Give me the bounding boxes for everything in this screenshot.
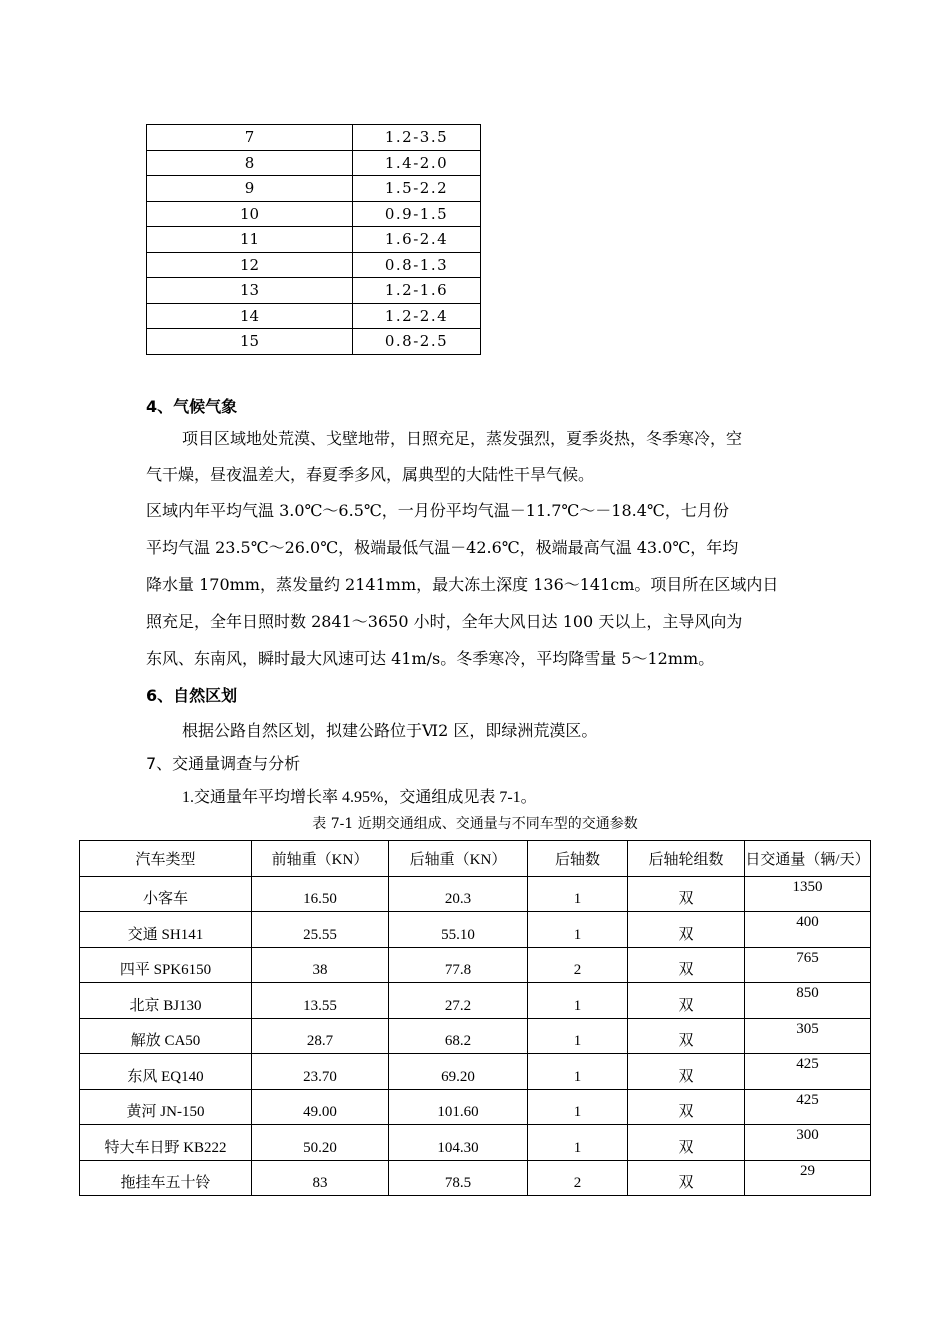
row-id-cell: 14	[147, 303, 353, 329]
front-axle-cell: 28.7	[252, 1018, 389, 1054]
table-row	[147, 201, 481, 227]
front-axle-cell: 25.55	[252, 912, 389, 948]
daily-traffic-cell: 305	[745, 1018, 871, 1054]
table-row	[80, 912, 871, 948]
front-axle-cell: 13.55	[252, 983, 389, 1019]
wheel-groups-cell: 双	[628, 1160, 745, 1196]
vehicle-type-cell: 特大车日野 KB222	[80, 1125, 252, 1161]
rear-axle-count-cell: 1	[528, 1054, 628, 1090]
daily-traffic-cell: 425	[745, 1089, 871, 1125]
rear-axle-cell: 20.3	[389, 876, 528, 912]
wheel-groups-cell: 双	[628, 947, 745, 983]
table-row	[80, 876, 871, 912]
section-4-para1-line1: 项目区域地处荒漠、戈壁地带，日照充足，蒸发强烈，夏季炎热，冬季寒冷，空	[182, 429, 743, 448]
header-front-axle: 前轴重（KN）	[252, 841, 389, 877]
rear-axle-cell: 77.8	[389, 947, 528, 983]
vehicle-type-cell: 黄河 JN-150	[80, 1089, 252, 1125]
wheel-groups-cell: 双	[628, 876, 745, 912]
rear-axle-count-cell: 1	[528, 1125, 628, 1161]
wheel-groups-cell: 双	[628, 1018, 745, 1054]
rear-axle-count-cell: 1	[528, 983, 628, 1019]
daily-traffic-cell: 850	[745, 983, 871, 1019]
row-value-cell: 1.2-1.6	[353, 278, 481, 304]
front-axle-cell: 49.00	[252, 1089, 389, 1125]
row-value-cell: 1.6-2.4	[353, 227, 481, 253]
table-row	[80, 983, 871, 1019]
section-7-heading: 7、交通量调查与分析	[146, 754, 301, 773]
rear-axle-count-cell: 2	[528, 947, 628, 983]
front-axle-cell: 50.20	[252, 1125, 389, 1161]
header-vehicle-type: 汽车类型	[80, 841, 252, 877]
small-range-table	[146, 124, 481, 355]
daily-traffic-cell: 400	[745, 912, 871, 948]
rear-axle-cell: 68.2	[389, 1018, 528, 1054]
table-row	[80, 1160, 871, 1196]
table-row	[147, 227, 481, 253]
daily-traffic-cell: 300	[745, 1125, 871, 1161]
daily-traffic-cell: 765	[745, 947, 871, 983]
row-id-cell: 12	[147, 252, 353, 278]
vehicle-type-cell: 小客车	[80, 876, 252, 912]
table-row	[80, 1125, 871, 1161]
table-row	[80, 1089, 871, 1125]
row-id-cell: 9	[147, 176, 353, 202]
table-row	[147, 278, 481, 304]
section-6-text: 根据公路自然区划，拟建公路位于Ⅵ2 区，即绿洲荒漠区。	[182, 721, 598, 740]
table-row	[147, 176, 481, 202]
row-id-cell: 10	[147, 201, 353, 227]
wheel-groups-cell: 双	[628, 1089, 745, 1125]
section-4-line: 东风、东南风，瞬时最大风速可达 41m/s。冬季寒冷，平均降雪量 5～12mm。	[146, 649, 715, 668]
vehicle-type-cell: 解放 CA50	[80, 1018, 252, 1054]
table-row	[80, 1018, 871, 1054]
header-rear-axle: 后轴重（KN）	[389, 841, 528, 877]
rear-axle-count-cell: 1	[528, 1018, 628, 1054]
section-6-heading: 6、自然区划	[146, 686, 238, 705]
table-row	[80, 1054, 871, 1090]
table-caption: 表 7-1 近期交通组成、交通量与不同车型的交通参数	[312, 816, 638, 832]
front-axle-cell: 38	[252, 947, 389, 983]
section-4-line: 降水量 170mm，蒸发量约 2141mm，最大冻土深度 136～141cm。项目所在区域内日	[146, 575, 779, 594]
section-4-line: 照充足，全年日照时数 2841～3650 小时，全年大风日达 100 天以上，主导风向为	[146, 612, 743, 631]
row-value-cell: 1.5-2.2	[353, 176, 481, 202]
header-rear-axle-count: 后轴数	[528, 841, 628, 877]
wheel-groups-cell: 双	[628, 912, 745, 948]
rear-axle-cell: 69.20	[389, 1054, 528, 1090]
section-4-line: 区域内年平均气温 3.0℃～6.5℃，一月份平均气温－11.7℃～－18.4℃，七月份	[146, 501, 729, 520]
table-row	[147, 252, 481, 278]
vehicle-type-cell: 四平 SPK6150	[80, 947, 252, 983]
wheel-groups-cell: 双	[628, 983, 745, 1019]
row-id-cell: 7	[147, 125, 353, 151]
header-wheel-groups: 后轴轮组数	[628, 841, 745, 877]
vehicle-type-cell: 拖挂车五十铃	[80, 1160, 252, 1196]
section-4-heading: 4、气候气象	[146, 397, 238, 416]
traffic-table	[79, 840, 871, 1196]
wheel-groups-cell: 双	[628, 1125, 745, 1161]
table-row	[147, 303, 481, 329]
rear-axle-cell: 27.2	[389, 983, 528, 1019]
vehicle-type-cell: 东风 EQ140	[80, 1054, 252, 1090]
wheel-groups-cell: 双	[628, 1054, 745, 1090]
section-4-line: 平均气温 23.5℃～26.0℃，极端最低气温－42.6℃，极端最高气温 43.0℃，年均	[146, 538, 739, 557]
table-header-row	[80, 841, 871, 877]
vehicle-type-cell: 交通 SH141	[80, 912, 252, 948]
daily-traffic-cell: 29	[745, 1160, 871, 1196]
front-axle-cell: 16.50	[252, 876, 389, 912]
rear-axle-cell: 104.30	[389, 1125, 528, 1161]
row-value-cell: 0.8-2.5	[353, 329, 481, 355]
row-id-cell: 11	[147, 227, 353, 253]
row-id-cell: 8	[147, 150, 353, 176]
rear-axle-count-cell: 1	[528, 1089, 628, 1125]
rear-axle-cell: 55.10	[389, 912, 528, 948]
row-value-cell: 0.8-1.3	[353, 252, 481, 278]
row-id-cell: 15	[147, 329, 353, 355]
table-row	[147, 125, 481, 151]
row-value-cell: 1.2-2.4	[353, 303, 481, 329]
rear-axle-count-cell: 1	[528, 912, 628, 948]
rear-axle-count-cell: 2	[528, 1160, 628, 1196]
row-id-cell: 13	[147, 278, 353, 304]
section-7-text: 1.交通量年平均增长率 4.95%，交通组成见表 7-1。	[182, 789, 537, 806]
table-row	[147, 329, 481, 355]
table-row	[147, 150, 481, 176]
daily-traffic-cell: 425	[745, 1054, 871, 1090]
row-value-cell: 0.9-1.5	[353, 201, 481, 227]
row-value-cell: 1.2-3.5	[353, 125, 481, 151]
row-value-cell: 1.4-2.0	[353, 150, 481, 176]
section-4-para1-line2: 气干燥，昼夜温差大，春夏季多风，属典型的大陆性干旱气候。	[146, 465, 595, 484]
front-axle-cell: 23.70	[252, 1054, 389, 1090]
rear-axle-count-cell: 1	[528, 876, 628, 912]
front-axle-cell: 83	[252, 1160, 389, 1196]
header-daily-traffic: 日交通量（辆/天）	[745, 841, 871, 877]
vehicle-type-cell: 北京 BJ130	[80, 983, 252, 1019]
rear-axle-cell: 78.5	[389, 1160, 528, 1196]
daily-traffic-cell: 1350	[745, 876, 871, 912]
rear-axle-cell: 101.60	[389, 1089, 528, 1125]
table-row	[80, 947, 871, 983]
